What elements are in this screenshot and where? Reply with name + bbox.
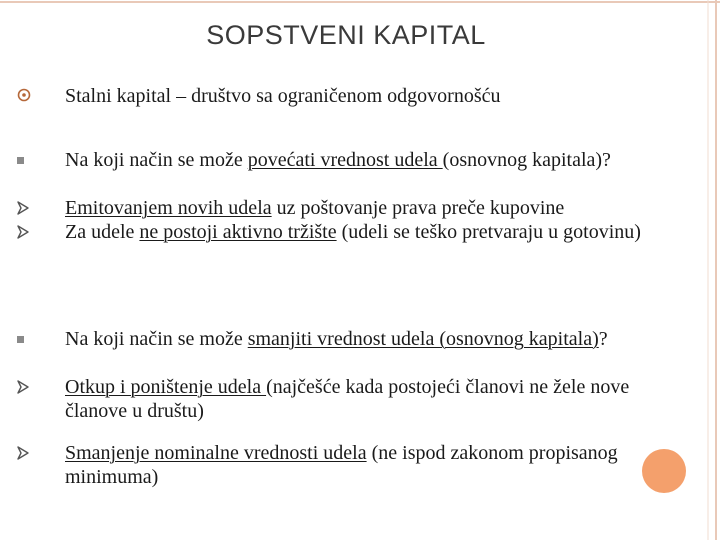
arrow-bullet-icon [17,201,29,215]
bullet-stalni-kapital [17,84,688,108]
bullet-text: Na koji način se može smanjiti vrednost udela (osnovnog kapitala)? [65,328,608,350]
bullet-question-increase [17,148,688,172]
bullet-text: Stalni kapital – društvo sa ograničenom odgovornošću [65,85,501,107]
square-bullet-icon [17,157,24,164]
arrow-bullet-icon [17,380,29,394]
bullet-text: Za udele ne postoji aktivno tržište (udeli se teško pretvaraju u gotovinu) [65,221,641,243]
bullet-answer-trziste [17,220,688,244]
bullet-text: Smanjenje nominalne vrednosti udela (ne ispod zakonom propisanog minimuma) [65,442,618,488]
bullet-text: Otkup i poništenje udela (najčešće kada postojeći članovi ne žele nove članove u društu) [65,376,630,422]
slide-title: SOPSTVENI KAPITAL [206,20,486,50]
arrow-bullet-icon [17,225,29,239]
bullet-answer-otkup [17,375,688,423]
square-bullet-icon [17,336,24,343]
bullet-question-decrease [17,327,688,351]
bullet-answer-smanjenje [17,441,620,489]
circle-dot-icon [17,88,31,102]
bullet-marker [17,84,65,102]
arrow-bullet-icon [17,446,29,460]
bullet-text: Na koji način se može povećati vrednost udela (osnovnog kapitala)? [65,149,611,171]
decorative-orange-circle [642,449,686,493]
bullet-answer-emitovanje [17,196,688,220]
bullet-text: Emitovanjem novih udela uz poštovanje prava preče kupovine [65,197,565,219]
